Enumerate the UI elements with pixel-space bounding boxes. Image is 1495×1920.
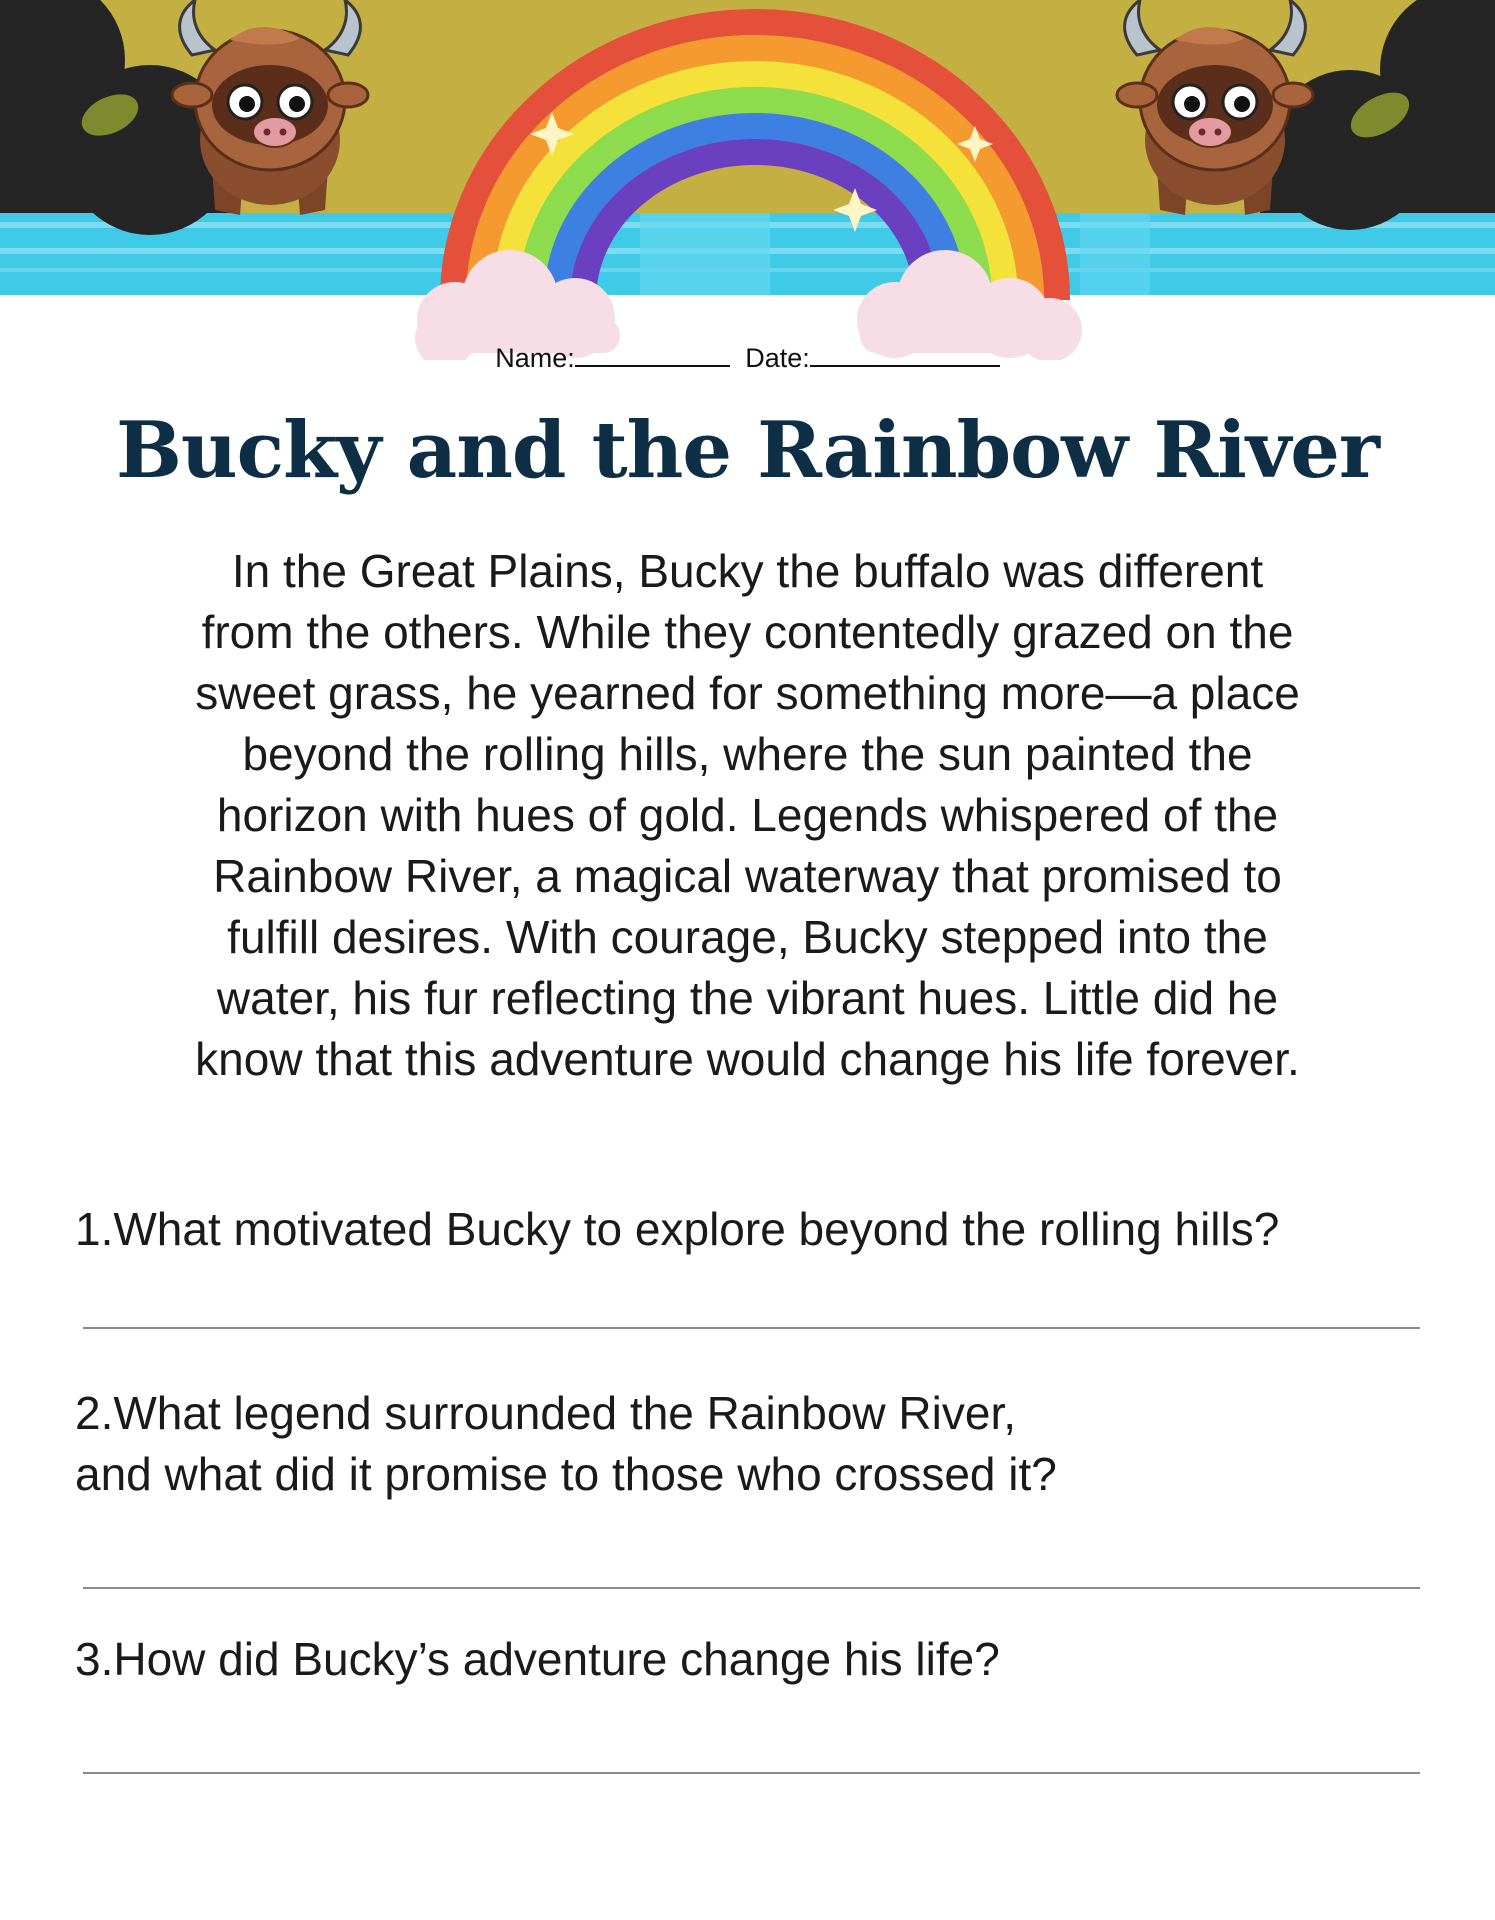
story-line: Rainbow River, a magical waterway that promised to [213, 850, 1282, 902]
question-1 [75, 1199, 1415, 1260]
name-field[interactable] [575, 343, 730, 367]
worksheet-title: Bucky and the Rainbow River [116, 405, 1379, 496]
question-text: 1.What motivated Bucky to explore beyond the rolling hills? [75, 1203, 1280, 1255]
story-line: horizon with hues of gold. Legends whispered of the [216, 789, 1279, 841]
story-line: sweet grass, he yearned for something more—a place [195, 667, 1300, 719]
header-illustration [0, 0, 1495, 360]
river [0, 213, 1495, 295]
date-field[interactable] [810, 343, 1000, 367]
story-line: beyond the rolling hills, where the sun painted the [242, 728, 1253, 780]
date-label: Date: [745, 343, 810, 373]
story-line: from the others. While they contentedly grazed on the [201, 606, 1294, 658]
question-3 [75, 1629, 1415, 1690]
question-text: and what did it promise to those who crossed it? [75, 1448, 1057, 1500]
name-date-row [0, 343, 1495, 374]
question-text: 2.What legend surrounded the Rainbow River, [75, 1387, 1017, 1439]
answer-line-2[interactable] [83, 1587, 1420, 1589]
question-2 [75, 1383, 1415, 1505]
story-line: fulfill desires. With courage, Bucky stepped into the [227, 911, 1268, 963]
story-line: know that this adventure would change his life forever. [195, 1033, 1300, 1085]
question-text: 3.How did Bucky’s adventure change his life? [75, 1633, 1000, 1685]
answer-line-3[interactable] [83, 1772, 1420, 1774]
story-passage [140, 541, 1355, 1090]
name-label: Name: [495, 343, 575, 373]
answer-line-1[interactable] [83, 1327, 1420, 1329]
story-line: In the Great Plains, Bucky the buffalo was different [231, 545, 1264, 597]
story-line: water, his fur reflecting the vibrant hues. Little did he [216, 972, 1279, 1024]
